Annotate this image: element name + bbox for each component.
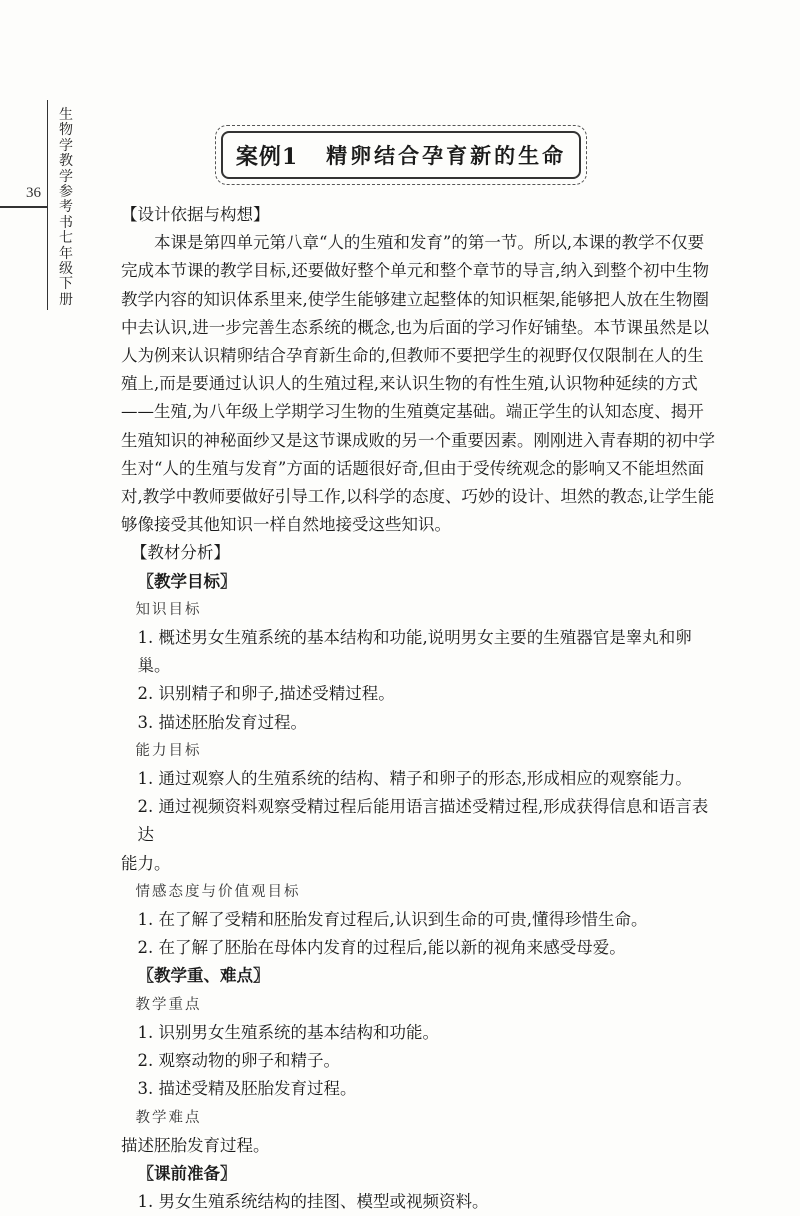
preparation-heading: 〖课前准备〗 xyxy=(137,1163,237,1183)
knowledge-goals-label: 知识目标 xyxy=(135,601,202,618)
book-title-vertical: 生物学教学参考书七年级下册 xyxy=(59,107,73,308)
design-paragraph: 本课是第四单元第八章“人的生殖和发育”的第一节。所以,本课的教学不仅要完成本节课的教学目标,还要做好整个单元和整个章节的导言,纳入到整个初中生物教学内容的知识体系里来,使学生能够建立起整体的知识框架,能够把人放在生物圈中去认识,进一步完善生态系统的概念,也为后面的学习作好铺垫。本节课虽然是以人为例来认识精卵结合孕育新生命的,但教师不要把学生的视野仅仅限制在人的生殖上,而是要通过认识人的生殖过程,来认识生物的有性生殖,认识物种延续的方式——生殖,为八年级上学期学习生物的生殖奠定基础。端正学生的认知态度、揭开生殖知识的神秘面纱又是这节课成败的另一个重要因素。刚刚进入青春期的初中学生对“人的生殖与发育”方面的话题很好奇,但由于受传统观念的影响又不能坦然面对,教学中教师要做好引导工作,以科学的态度、巧妙的设计、坦然的教态,让学生能够像接受其他知识一样自然地接受这些知识。 xyxy=(121,233,715,535)
difficulty-label: 教学难点 xyxy=(135,1109,202,1126)
list-item: 1. 识别男女生殖系统的基本结构和功能。 xyxy=(137,1022,439,1042)
list-item: 1. 男女生殖系统结构的挂图、模型或视频资料。 xyxy=(137,1192,489,1212)
analysis-heading: 【教材分析】 xyxy=(130,543,230,563)
page-number-rule xyxy=(0,206,48,208)
list-item: 3. 描述胚胎发育过程。 xyxy=(137,712,307,732)
key-points-heading: 〖教学重、难点〗 xyxy=(137,966,270,986)
emotion-goals-label: 情感态度与价值观目标 xyxy=(135,883,301,900)
goals-heading: 〖教学目标〗 xyxy=(137,571,237,591)
list-item: 2. 在了解了胚胎在母体内发育的过程后,能以新的视角来感受母爱。 xyxy=(137,938,626,958)
list-item: 2. 识别精子和卵子,描述受精过程。 xyxy=(137,684,395,704)
case-title: 精卵结合孕育新的生命 xyxy=(326,143,567,168)
list-item: 2. 通过视频资料观察受精过程后能用语言描述受精过程,形成获得信息和语言表达 xyxy=(137,797,709,845)
list-item: 1. 通过观察人的生殖系统的结构、精子和卵子的形态,形成相应的观察能力。 xyxy=(137,769,692,789)
main-content xyxy=(121,201,719,1216)
list-item: 2. 观察动物的卵子和精子。 xyxy=(137,1051,340,1071)
design-heading: 【设计依据与构想】 xyxy=(121,205,270,224)
case-title-box xyxy=(221,131,581,179)
difficulty-text: 描述胚胎发育过程。 xyxy=(121,1135,270,1155)
ability-goals-label: 能力目标 xyxy=(135,742,202,759)
key-points-label: 教学重点 xyxy=(135,996,202,1013)
side-divider-line xyxy=(47,100,48,310)
case-label: 案例1 xyxy=(235,143,299,170)
list-item: 3. 描述受精及胚胎发育过程。 xyxy=(137,1079,357,1099)
page-number: 36 xyxy=(26,185,41,201)
list-item-continuation: 能力。 xyxy=(121,853,171,873)
list-item: 1. 概述男女生殖系统的基本结构和功能,说明男女主要的生殖器官是睾丸和卵巢。 xyxy=(137,628,692,676)
list-item: 1. 在了解了受精和胚胎发育过程后,认识到生命的可贵,懂得珍惜生命。 xyxy=(137,910,648,930)
